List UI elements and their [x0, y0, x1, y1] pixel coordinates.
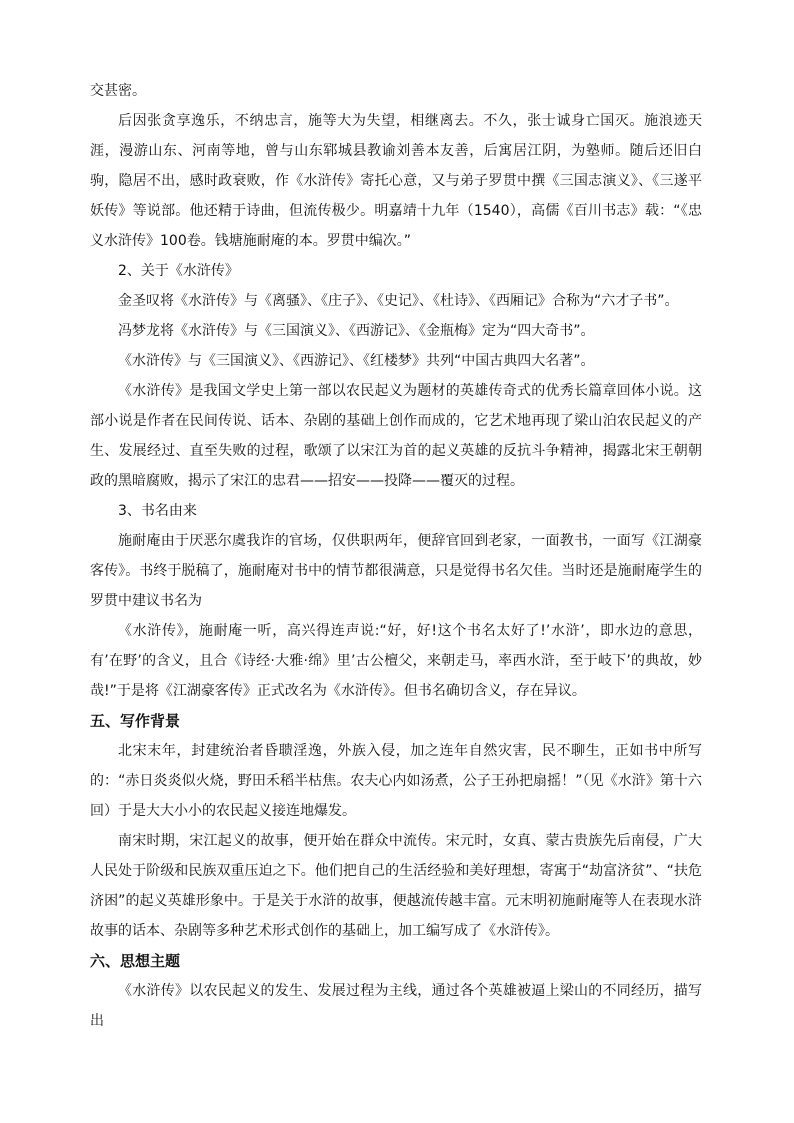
paragraph-four-classics: 《水浒传》与《三国演义》、《西游记》、《红楼梦》共列“中国古典四大名著”。	[118, 353, 595, 369]
paragraph-four-great-books: 冯梦龙将《水浒传》与《三国演义》、《西游记》、《金瓶梅》定为“四大奇书”。	[118, 323, 595, 339]
document-page	[90, 76, 702, 1036]
paragraph-theme: 《水浒传》以农民起义的发生、发展过程为主线，通过各个英雄被逼上梁山的不同经历，描写出	[90, 983, 702, 1029]
paragraph-southern-song: 南宋时期，宋江起义的故事，便开始在群众中流传。宋元时，女真、蒙古贵族先后南侵，广大人民处于阶级和民族双重压迫之下。他们把自己的生活经验和美好理想，寄寓于“劫富济贫”、“扶危济困”的起义英雄形象中。于是关于水浒的故事，便越流传越丰富。元末明初施耐庵等人在表现水浒故事的话本、杂剧等多种艺术形式创作的基础上，加工编写成了《水浒传》。	[90, 833, 702, 939]
paragraph-continuation: 交甚密。	[90, 83, 146, 99]
paragraph-title-origin-1: 施耐庵由于厌恶尔虞我诈的官场，仅供职两年，便辞官回到老家，一面教书，一面写《江湖豪客传》。书终于脱稿了，施耐庵对书中的情节都很满意，只是觉得书名欠佳。当时还是施耐庵学生的罗贯中建议书名为	[90, 533, 702, 609]
paragraph-six-talent-books: 金圣叹将《水浒传》与《离骚》、《庄子》、《史记》、《杜诗》、《西厢记》合称为“六才子书”。	[118, 293, 679, 309]
paragraph-title-origin-2: 《水浒传》，施耐庵一听，高兴得连声说:“好，好!这个书名太好了!’水浒’，即水边的意思，有’在野’的含义，且合《诗经·大雅·绵》里’古公檀父，来朝走马，率西水浒，至于岐下’的典故，妙哉!”于是将《江湖豪客传》正式改名为《水浒传》。但书名确切含义，存在异议。	[90, 623, 702, 699]
paragraph-northern-song: 北宋末年，封建统治者昏聩淫逸，外族入侵，加之连年自然灾害，民不聊生，正如书中所写的：“赤日炎炎似火烧，野田禾稻半枯焦。农夫心内如汤煮，公子王孙把扇摇！”（见《水浒》第十六回）于是大大小小的农民起义接连地爆发。	[90, 743, 702, 819]
paragraph-shi-naian-biography: 后因张贪享逸乐，不纳忠言，施等大为失望，相继离去。不久，张士诚身亡国灭。施浪迹天涯，漫游山东、河南等地，曾与山东郓城县教谕刘善本友善，后寓居江阴，为塾师。随后还旧白驹，隐居不出，感时政衰败，作《水浒传》寄托心意，又与弟子罗贯中撰《三国志演义》、《三遂平妖传》等说部。他还精于诗曲，但流传极少。明嘉靖十九年（1540），高儒《百川书志》载：“《忠义水浒传》100卷。钱塘施耐庵的本。罗贯中编次。”	[90, 113, 702, 249]
section-heading-theme: 六、思想主题	[90, 952, 181, 970]
section-heading-background: 五、写作背景	[90, 712, 181, 730]
subheading-title-origin: 3、书名由来	[118, 503, 197, 519]
paragraph-novel-summary: 《水浒传》是我国文学史上第一部以农民起义为题材的英雄传奇式的优秀长篇章回体小说。这部小说是作者在民间传说、话本、杂剧的基础上创作而成的，它艺术地再现了梁山泊农民起义的产生、发展经过、直至失败的过程，歌颂了以宋江为首的起义英雄的反抗斗争精神，揭露北宋王朝朝政的黑暗腐败，揭示了宋江的忠君——招安——投降——覆灭的过程。	[90, 383, 702, 489]
subheading-about-shuihu: 2、关于《水浒传》	[118, 263, 239, 279]
